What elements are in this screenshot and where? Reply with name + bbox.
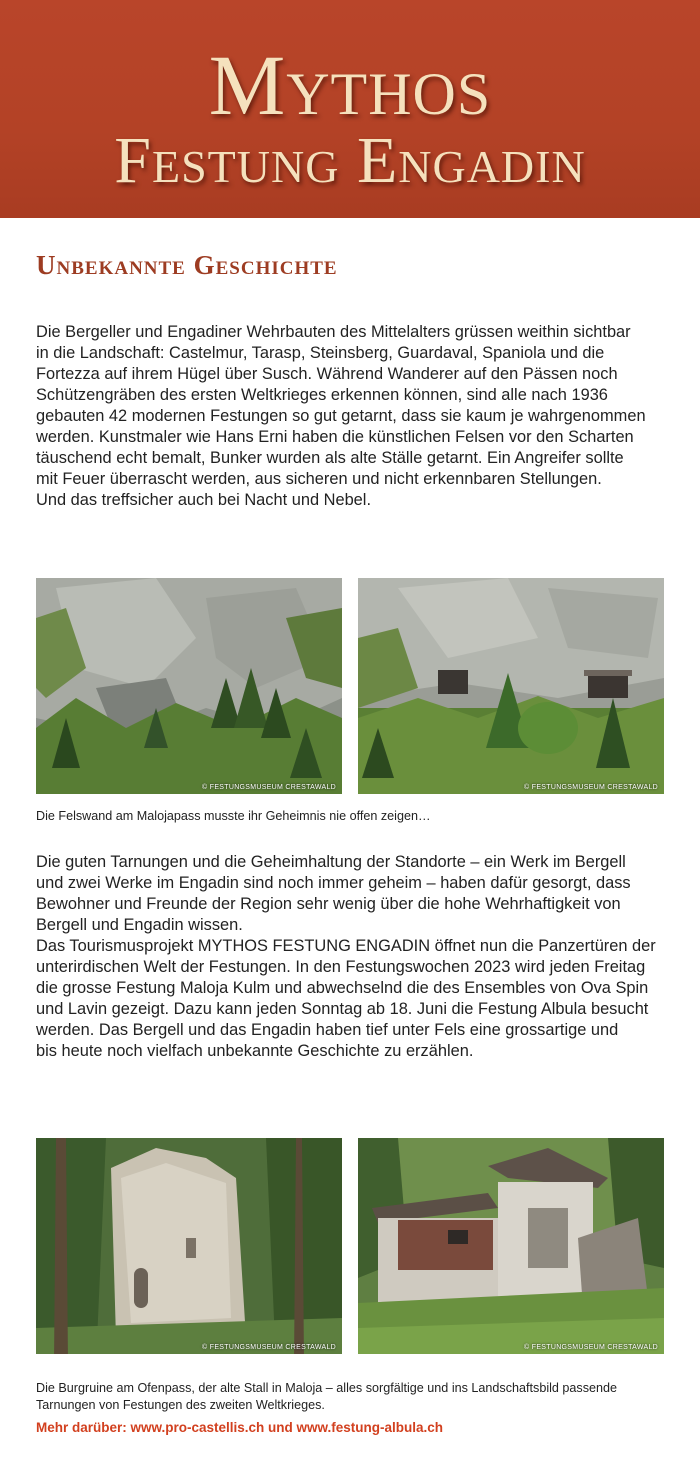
- title-banner: [0, 0, 700, 218]
- photo-old-stable: [358, 1138, 664, 1354]
- photo-credit: © FESTUNGSMUSEUM CRESTAWALD: [202, 784, 336, 791]
- photo-castle-ruin: [36, 1138, 342, 1354]
- photo-caption-2: Die Burgruine am Ofenpass, der alte Stall in Maloja – alles sorgfältige und ins Landschaftsbild passende Tarnungen von Festungen des zweiten Weltkrieges.: [36, 1381, 618, 1412]
- photo-rock-face-left: [36, 578, 342, 794]
- section-heading: Unbekannte Geschichte: [36, 250, 338, 280]
- title-line-1: Mythos: [208, 37, 492, 133]
- photo-credit: © FESTUNGSMUSEUM CRESTAWALD: [202, 1344, 336, 1351]
- photo-credit: © FESTUNGSMUSEUM CRESTAWALD: [524, 1344, 658, 1351]
- rock-face-image: [36, 578, 342, 794]
- photo-caption-1: Die Felswand am Malojapass musste ihr Geheimnis nie offen zeigen…: [36, 809, 431, 823]
- bunker-rock-image: [358, 578, 664, 794]
- photo-rock-face-right: [358, 578, 664, 794]
- main-paragraph: Die guten Tarnungen und die Geheimhaltung der Standorte – ein Werk im Bergell und zwei Werke im Engadin sind noch immer geheim – haben dafür gesorgt, dass Bewohner und Freunde der Region sehr wenig über die hohe Wehrhaftigkeit von Bergell und Engadin wissen. Das Tourismusprojekt MYTHOS FESTUNG ENGADIN öffnet nun die Panzertüren der unterirdischen Welt der Festungen. In den Festungswochen 2023 wird jeden Freitag die grosse Festung Maloja Kulm und abwechselnd die des Ensembles von Ova Spin und Lavin gezeigt. Dazu kann jeden Sonntag ab 18. Juni die Festung Albula besucht werden. Das Bergell und das Engadin haben tief unter Fels eine grossartige und bis heute noch vielfach unbekannte Geschichte zu erzählen.: [36, 853, 656, 1060]
- photo-credit: © FESTUNGSMUSEUM CRESTAWALD: [524, 784, 658, 791]
- castle-ruin-image: [36, 1138, 342, 1354]
- title-line-2: Festung Engadin: [114, 124, 586, 197]
- old-stable-image: [358, 1138, 664, 1354]
- more-info-links[interactable]: Mehr darüber: www.pro-castellis.ch und www.festung-albula.ch: [36, 1420, 444, 1435]
- intro-paragraph: Die Bergeller und Engadiner Wehrbauten des Mittelalters grüssen weithin sichtbar in die Landschaft: Castelmur, Tarasp, Steinsberg, Guardaval, Spaniola und die Fortezza auf ihrem Hügel über Susch. Während Wanderer auf den Pässen noch Schützengräben des ersten Weltkrieges erkennen können, sind alle nach 1936 gebauten 42 modernen Festungen so gut getarnt, dass sie kaum je wahrgenommen werden. Kunstmaler wie Hans Erni haben die künstlichen Felsen vor den Scharten täuschend echt bemalt, Bunker wurden als alte Ställe getarnt. Ein Angreifer sollte mit Feuer überrascht werden, aus sicheren und nicht erkennbaren Stellungen. Und das treffsicher auch bei Nacht und Nebel.: [36, 323, 646, 509]
